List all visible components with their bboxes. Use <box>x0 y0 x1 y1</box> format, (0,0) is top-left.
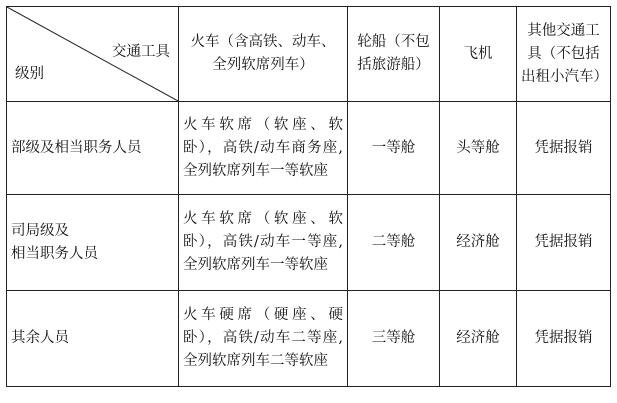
row-other: 凭据报销 <box>517 291 611 387</box>
corner-transport-label: 交通工具 <box>112 44 170 60</box>
header-other: 其他交通工具（不包括出租小汽车） <box>517 7 611 102</box>
header-plane: 飞机 <box>440 7 517 102</box>
row-plane: 头等舱 <box>440 102 517 195</box>
header-row <box>7 7 611 102</box>
table-row <box>7 102 611 195</box>
row-other: 凭据报销 <box>517 195 611 291</box>
corner-level-label: 级别 <box>15 66 44 82</box>
travel-standard-table <box>6 6 611 387</box>
corner-header-cell <box>7 7 179 102</box>
row-ship: 三等舱 <box>348 291 440 387</box>
row-level: 部级及相当职务人员 <box>7 102 179 195</box>
row-level: 其余人员 <box>7 291 179 387</box>
row-ship: 二等舱 <box>348 195 440 291</box>
row-train: 火车软席（软座、软卧），高铁/动车一等座,全列软席列车一等软座 <box>179 195 348 291</box>
row-ship: 一等舱 <box>348 102 440 195</box>
row-plane: 经济舱 <box>440 291 517 387</box>
table-row <box>7 291 611 387</box>
row-plane: 经济舱 <box>440 195 517 291</box>
row-train: 火车硬席（硬座、硬卧），高铁/动车二等座,全列软席列车二等软座 <box>179 291 348 387</box>
row-level <box>7 195 179 291</box>
row-level-line1: 司局级及 <box>11 222 69 239</box>
table-row <box>7 195 611 291</box>
header-ship: 轮船（不包括旅游船） <box>348 7 440 102</box>
row-other: 凭据报销 <box>517 102 611 195</box>
header-train: 火车（含高铁、动车、全列软席列车） <box>179 7 348 102</box>
row-train: 火车软席（软座、软卧），高铁/动车商务座,全列软席列车一等软座 <box>179 102 348 195</box>
row-level-line2: 相当职务人员 <box>11 245 98 262</box>
